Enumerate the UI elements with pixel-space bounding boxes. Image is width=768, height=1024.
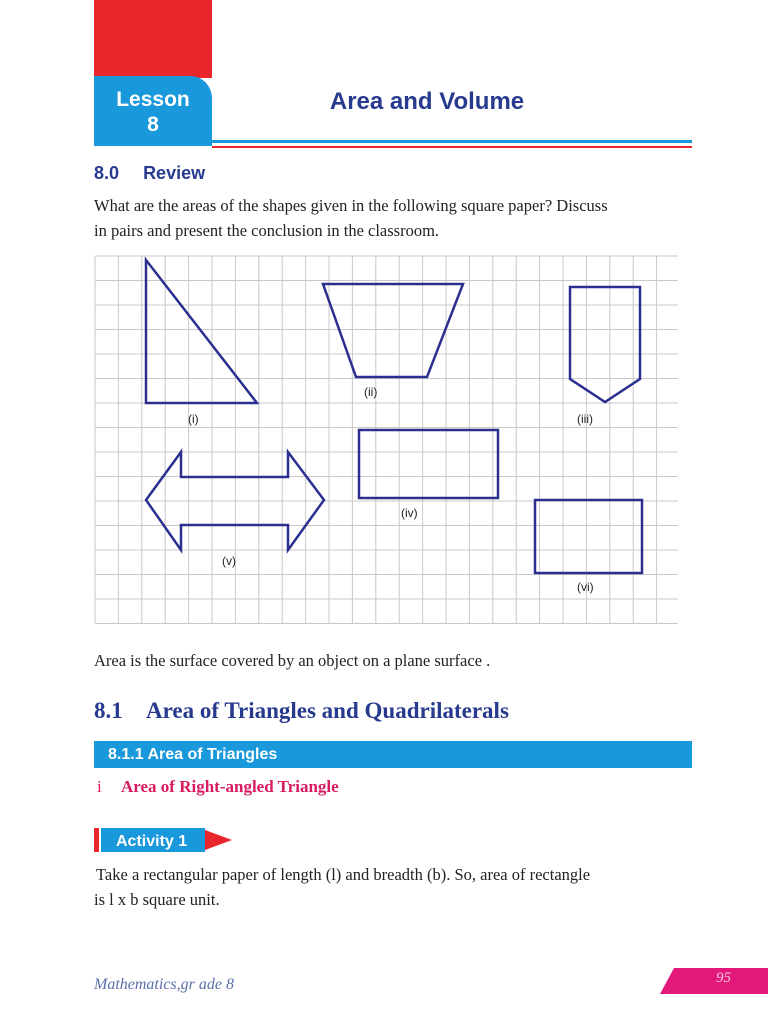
- page-number: 95: [716, 970, 731, 986]
- topic-numeral: i: [97, 777, 102, 796]
- page-number-badge: [660, 968, 768, 994]
- review-paragraph: [94, 193, 694, 243]
- label-iii: (iii): [577, 412, 593, 426]
- page-title: Area and Volume: [329, 88, 525, 115]
- title-rule-red: [212, 146, 692, 148]
- lesson-number: 8: [147, 113, 159, 136]
- activity-text: [96, 862, 696, 912]
- page-badge-shape: [660, 968, 768, 994]
- lesson-word: Lesson: [116, 88, 190, 111]
- area-definition: Area is the surface covered by an object on a plane surface .: [94, 651, 491, 670]
- activity-line1: Take a rectangular paper of length (l) and breadth (b). So, area of rectangle: [96, 865, 591, 884]
- shape-iv-rectangle: [359, 430, 498, 498]
- activity-badge-red-strip: [94, 828, 99, 852]
- section-8-1-heading: [94, 698, 509, 724]
- lesson-tab: [94, 76, 212, 146]
- subsection-bar: [94, 741, 692, 768]
- section-8-1-title: Area of Triangles and Quadrilaterals: [146, 698, 509, 723]
- topic-title: Area of Right-angled Triangle: [121, 777, 339, 796]
- title-rule-blue: [212, 140, 692, 143]
- review-paragraph-line1: What are the areas of the shapes given in the following square paper? Discuss: [94, 196, 608, 215]
- square-paper-figure: [94, 255, 680, 625]
- shape-iii-pentagon: [570, 287, 640, 402]
- activity-arrow-icon: [205, 830, 232, 850]
- review-heading: [94, 163, 205, 184]
- review-paragraph-line2: in pairs and present the conclusion in the classroom.: [94, 221, 440, 240]
- topic-heading: [97, 777, 339, 797]
- shape-i-right-triangle: [146, 260, 257, 403]
- subsection-8-1-1-title: 8.1.1 Area of Triangles: [108, 746, 278, 763]
- activity-label: Activity 1: [116, 833, 188, 850]
- label-vi: (vi): [577, 580, 594, 594]
- review-heading-text: Review: [143, 163, 206, 183]
- review-heading-number: 8.0: [94, 163, 120, 183]
- shape-ii-trapezium: [323, 284, 463, 377]
- activity-line2: is l x b square unit.: [94, 890, 220, 909]
- label-iv: (iv): [401, 506, 418, 520]
- shape-vi-rectangle: [535, 500, 642, 573]
- grid-lines: [95, 256, 678, 624]
- label-i: (i): [188, 412, 199, 426]
- label-ii: (ii): [364, 385, 378, 399]
- section-8-1-number: 8.1: [94, 698, 123, 723]
- footer-book-title: Mathematics,gr ade 8: [94, 976, 234, 993]
- label-v: (v): [222, 554, 236, 568]
- header-red-band: [94, 0, 212, 78]
- activity-badge: [94, 828, 234, 852]
